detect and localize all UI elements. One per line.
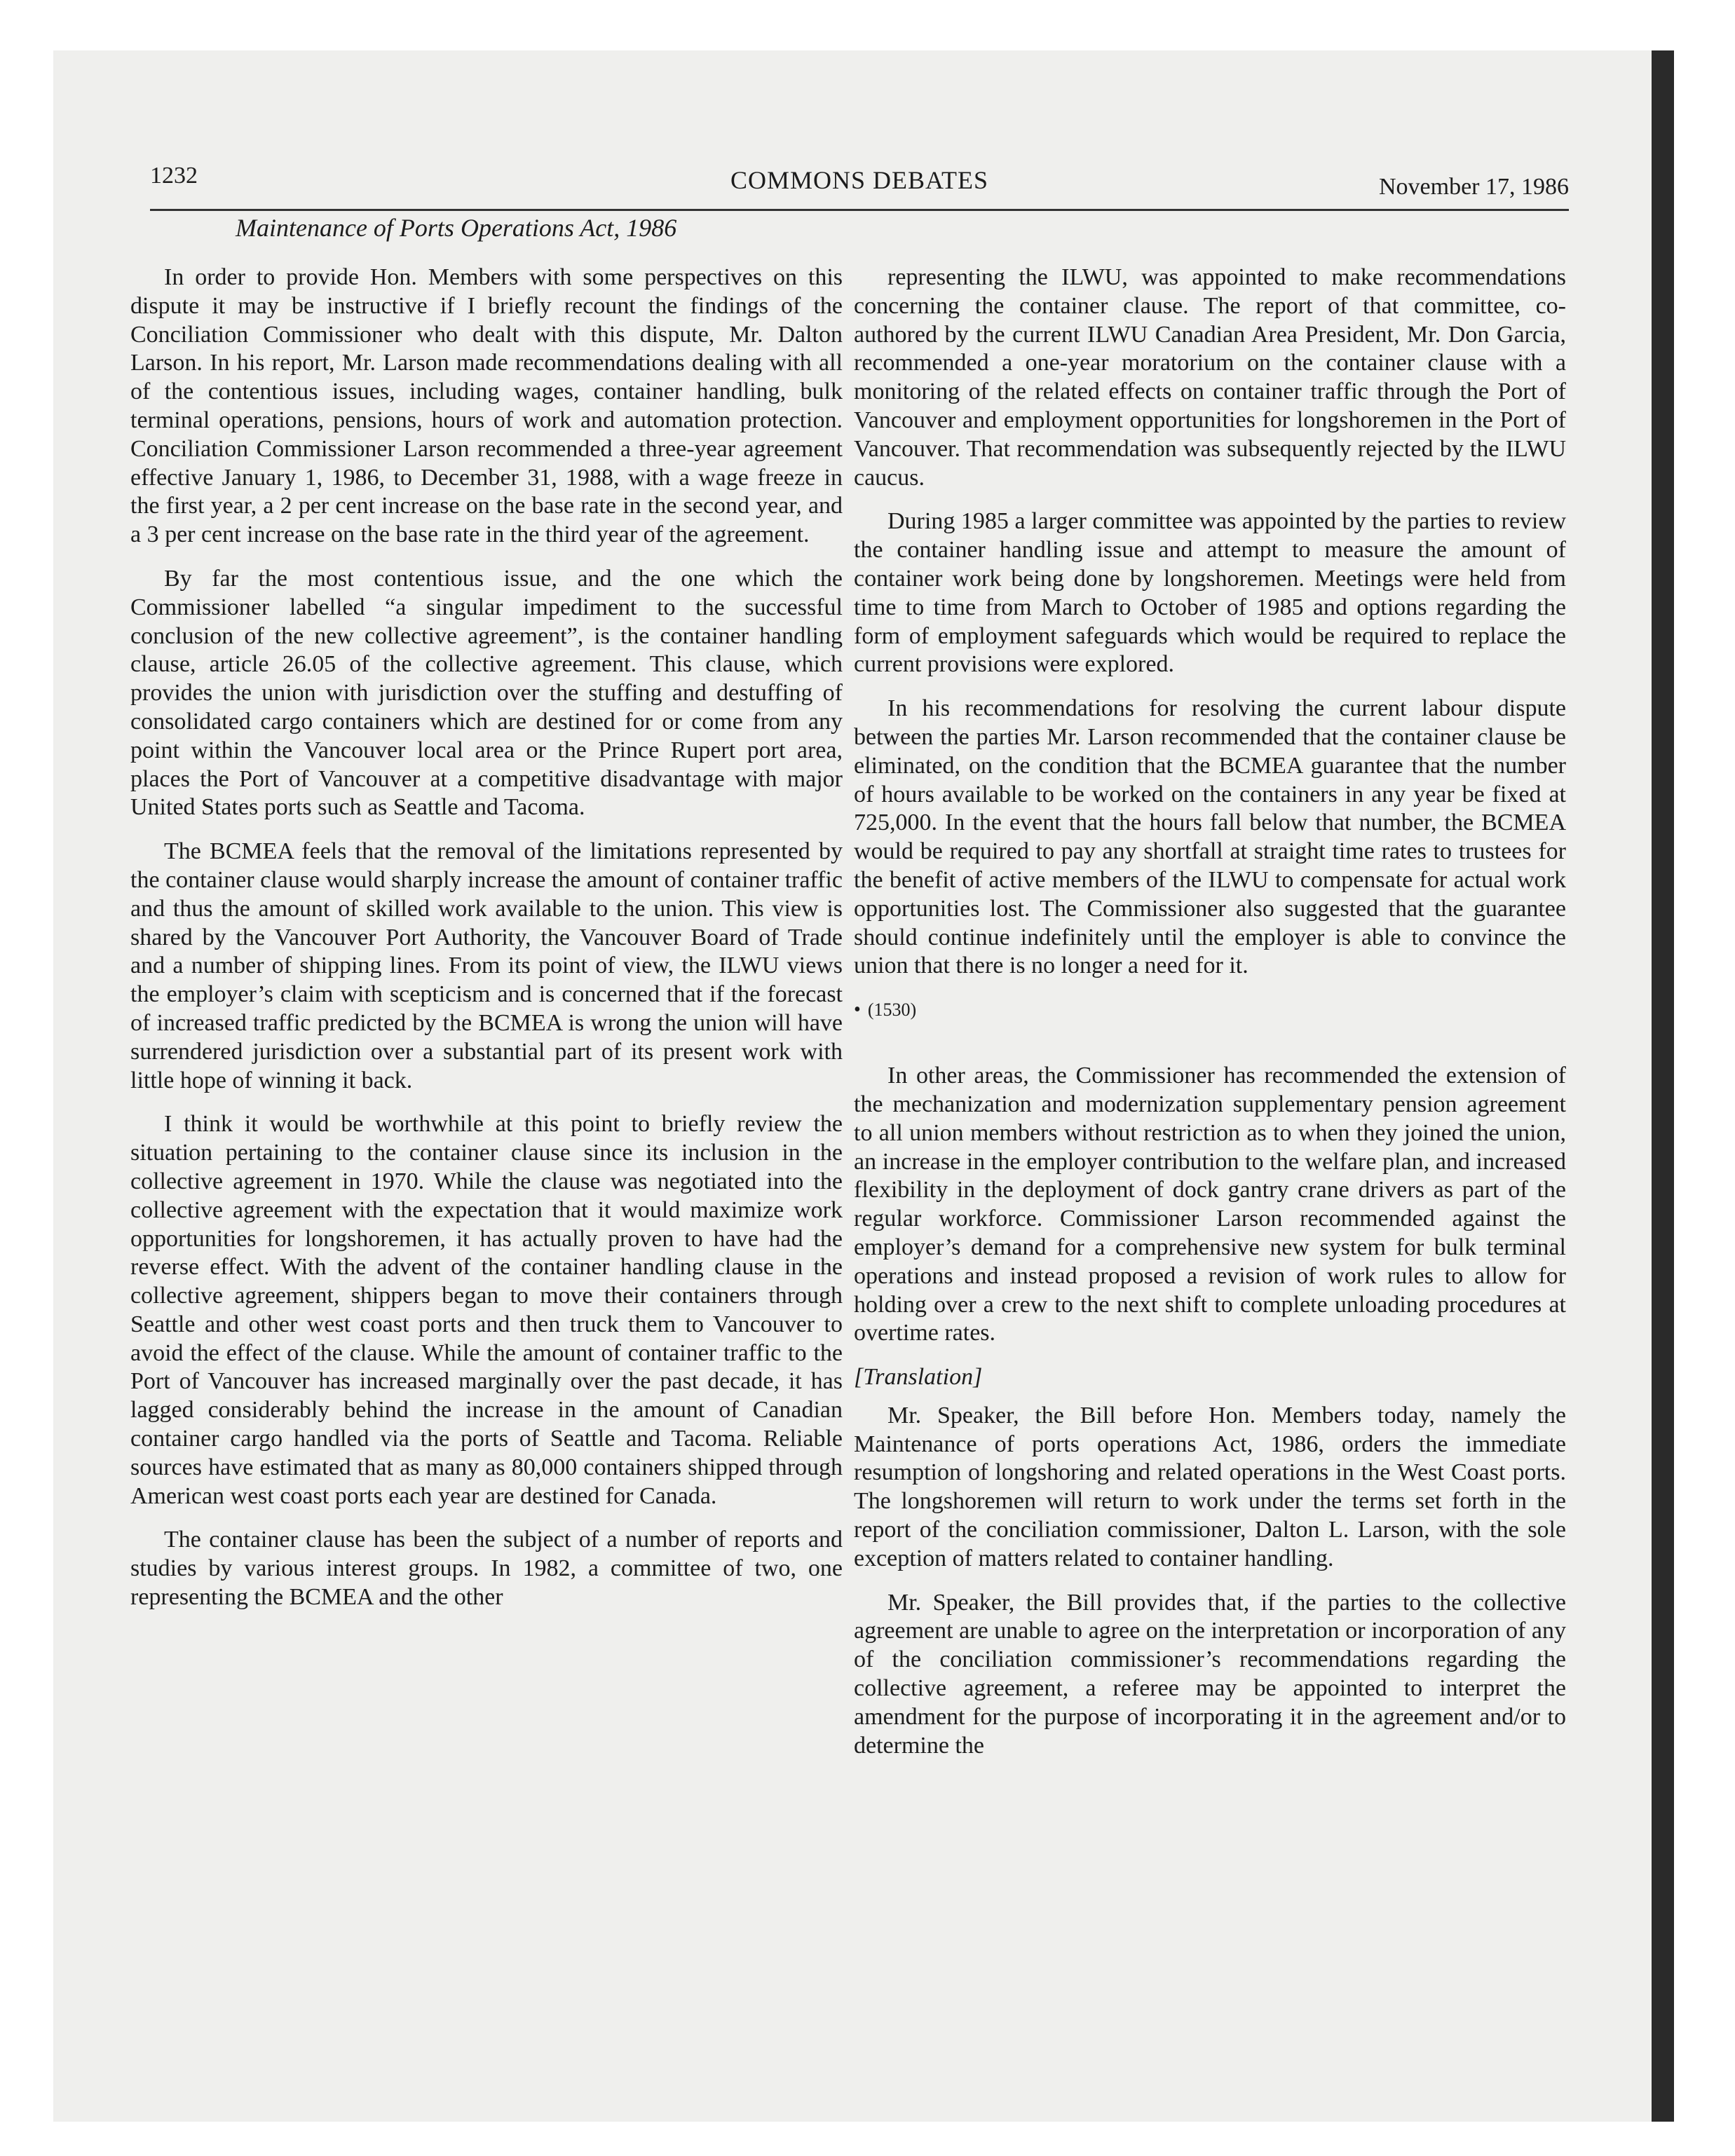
paragraph: During 1985 a larger committee was appointed by the parties to review the container handling issue and attempt to measure the amount of container work being done by longshoremen. Meetings were held from time to time from March to October of 1985 and options regarding the form of employment safeguards which would be required to replace the current provisions were explored. xyxy=(854,508,1566,678)
paragraph: I think it would be worthwhile at this point to briefly review the situation pertaining to the container clause since its inclusion in the collective agreement in 1970. While the clause was negotiated into the collective agreement with the expectation that it would maximize work opportunities for longshoremen, it has actually proven to have had the reverse effect. With the advent of the container handling clause in the collective agreement, shippers began to move their containers through Seattle and other west coast ports and then truck them to Vancouver to avoid the effect of the clause. While the amount of container traffic to the Port of Vancouver has increased marginally over the past decade, it has lagged considerably behind the increase in the amount of Canadian container cargo handled via the ports of Seattle and Tacoma. Reliable sources have estimated that as many as 80,000 containers shipped through American west coast ports each year are destined for Canada. xyxy=(130,1111,843,1509)
left-column xyxy=(130,264,843,1628)
bullet-icon: • xyxy=(854,999,861,1021)
time-marker-label: (1530) xyxy=(867,999,917,1021)
paragraph: In order to provide Hon. Members with some perspectives on this dispute it may be instructive if I briefly recount the findings of the Conciliation Commissioner who dealt with this dispute, Mr. Dalton Larson. In his report, Mr. Larson made recommendations dealing with all of the contentious issues, including wages, container handling, bulk terminal operations, pensions, hours of work and automation protection. Conciliation Commissioner Larson recommended a three-year agreement effective January 1, 1986, to December 31, 1988, with a wage freeze in the first year, a 2 per cent increase on the base rate in the second year, and a 3 per cent increase on the base rate in the third year of the agreement. xyxy=(130,264,843,548)
paragraph: The container clause has been the subject of a number of reports and studies by various interest groups. In 1982, a committee of two, one representing the BCMEA and the other xyxy=(130,1527,843,1611)
header-date: November 17, 1986 xyxy=(1378,174,1569,200)
paragraph: By far the most contentious issue, and the one which the Commissioner labelled “a singular impediment to the successful conclusion of the new collective agreement”, is the container handling clause, article 26.05 of the collective agreement. This clause, which provides the union with jurisdiction over the stuffing and destuffing of consolidated cargo containers which are destined for or come from any point within the Vancouver local area or the Prince Rupert port area, places the Port of Vancouver at a competitive disadvantage with major United States ports such as Seattle and Tacoma. xyxy=(130,565,843,821)
section-subheading: Maintenance of Ports Operations Act, 1986 xyxy=(236,214,677,242)
paragraph: The BCMEA feels that the removal of the limitations represented by the container clause would sharply increase the amount of container traffic and thus the amount of skilled work available to the union. This view is shared by the Vancouver Port Authority, the Vancouver Board of Trade and a number of shipping lines. From its point of view, the ILWU views the employer’s claim with scepticism and is concerned that if the forecast of increased traffic predicted by the BCMEA is wrong the union will have surrendered jurisdiction over a substantial part of its present work with little hope of winning it back. xyxy=(130,838,843,1093)
paragraph: Mr. Speaker, the Bill before Hon. Members today, namely the Maintenance of ports operations Act, 1986, orders the immediate resumption of longshoring and related operations in the West Coast ports. The longshoremen will return to work under the terms set forth in the report of the conciliation commissioner, Dalton L. Larson, with the sole exception of matters related to container handling. xyxy=(854,1402,1566,1571)
paragraph: In other areas, the Commissioner has recommended the extension of the mechanization and modernization supplementary pension agreement to all union members without restriction as to when they joined the union, an increase in the employer contribution to the welfare plan, and increased flexibility in the deployment of dock gantry crane drivers as part of the regular workforce. Commissioner Larson recommended against the employer’s demand for a comprehensive new system for bulk terminal operations and instead proposed a revision of work rules to allow for holding over a crew to the next shift to complete unloading procedures at overtime rates. xyxy=(854,1063,1566,1346)
paragraph: representing the ILWU, was appointed to make recommendations concerning the container clause. The report of that committee, co-authored by the current ILWU Canadian Area President, Mr. Don Garcia, recommended a one-year moratorium on the container clause with a monitoring of the related effects on container traffic through the Port of Vancouver and employment opportunities for longshoremen in the Port of Vancouver. That recommendation was subsequently rejected by the ILWU caucus. xyxy=(854,264,1566,491)
page-edge-shadow xyxy=(1652,50,1674,2122)
right-column xyxy=(854,264,1566,1775)
page-number: 1232 xyxy=(150,163,198,189)
time-marker xyxy=(854,996,1566,1024)
paragraph: In his recommendations for resolving the current labour dispute between the parties Mr. Larson recommended that the container clause be eliminated, on the condition that the BCMEA guarantee that the number of hours available to be worked on the containers in any year be fixed at 725,000. In the event that the hours fall below that number, the BCMEA would be required to pay any shortfall at straight time rates to trustees for the benefit of active members of the ILWU to compensate for actual work opportunities lost. The Commissioner also suggested that the guarantee should continue indefinitely until the employer is able to convince the union that there is no longer a need for it. xyxy=(854,695,1566,979)
running-title: COMMONS DEBATES xyxy=(730,166,989,194)
page-header xyxy=(150,163,1569,211)
paragraph: Mr. Speaker, the Bill provides that, if the parties to the collective agreement are unable to agree on the interpretation or incorporation of any of the conciliation commissioner’s recommendations regarding the collective agreement, a referee may be appointed to interpret the amendment for the purpose of incorporating it in the agreement and/or to determine the xyxy=(854,1589,1566,1759)
translation-label: [Translation] xyxy=(854,1364,983,1391)
